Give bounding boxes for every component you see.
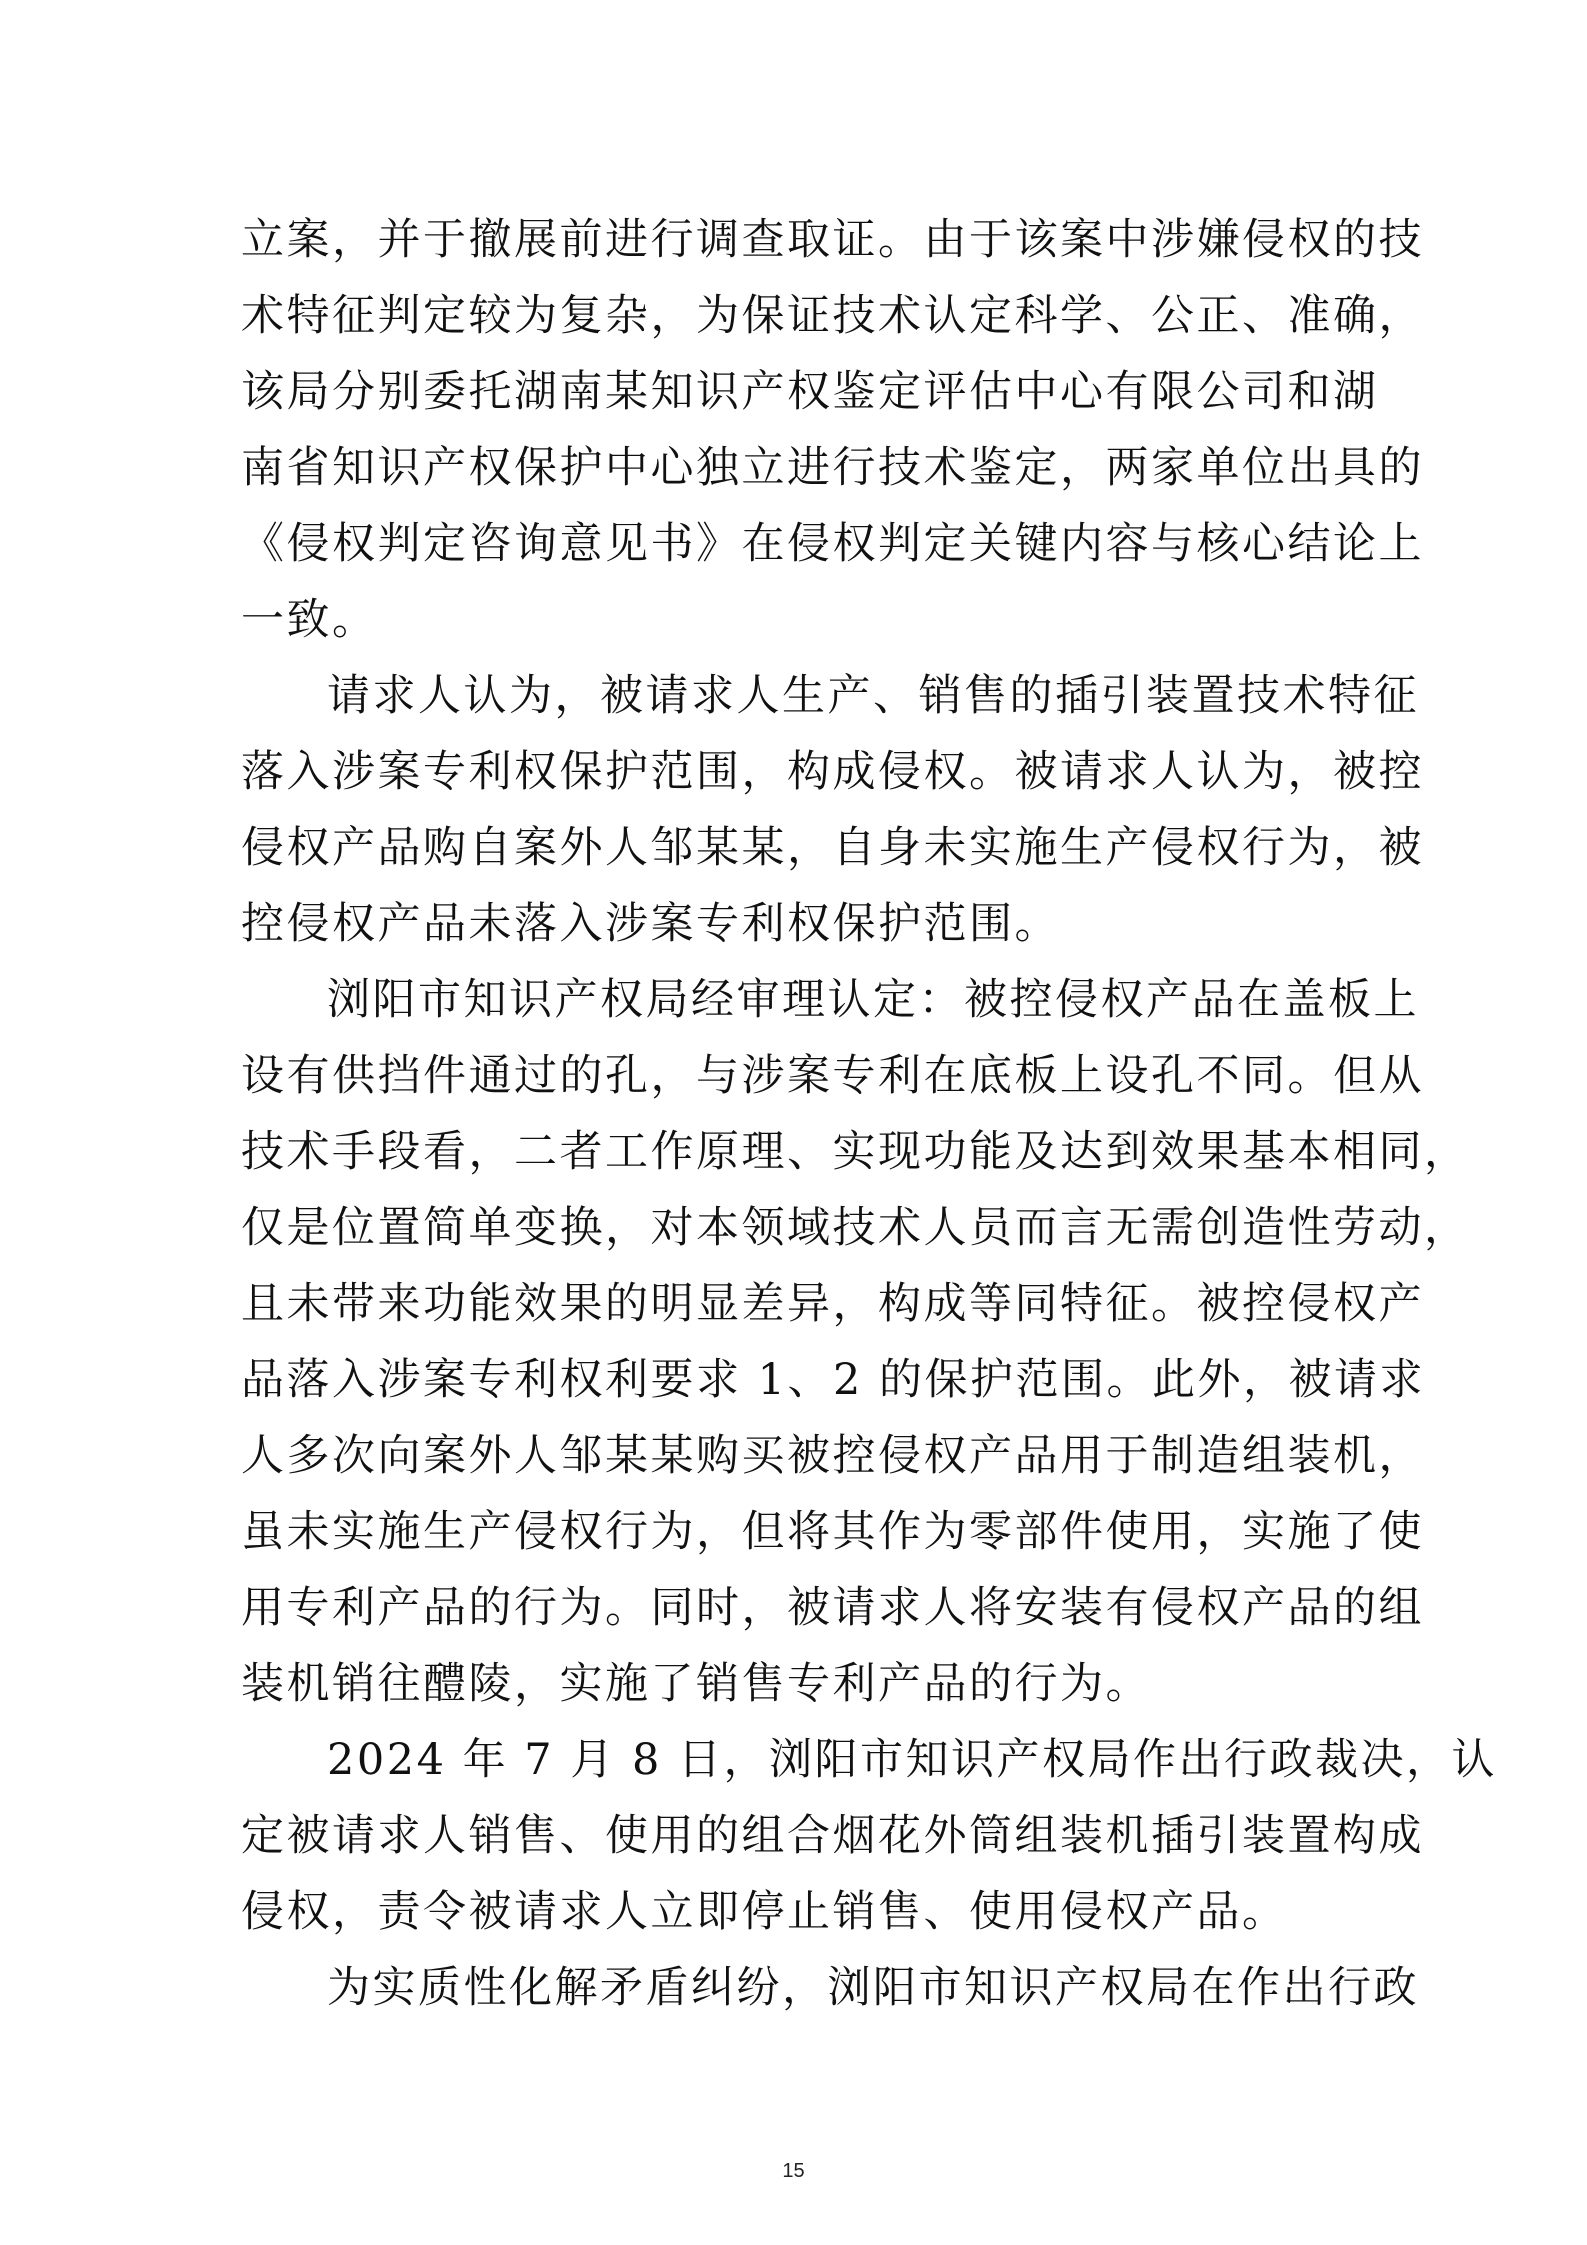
paragraph-first-line: 浏阳市知识产权局经审理认定：被控侵权产品在盖板上 — [327, 975, 1419, 1025]
text-line: 该局分别委托湖南某知识产权鉴定评估中心有限公司和湖 — [241, 367, 1379, 417]
text-line: 人多次向案外人邹某某购买被控侵权产品用于制造组装机， — [241, 1431, 1424, 1481]
paragraph-first-line: 2024 年 7 月 8 日，浏阳市知识产权局作出行政裁决，认 — [327, 1735, 1497, 1785]
text-line: 虽未实施生产侵权行为，但将其作为零部件使用，实施了使 — [241, 1507, 1424, 1557]
text-line: 仅是位置简单变换，对本领域技术人员而言无需创造性劳动， — [241, 1203, 1470, 1253]
text-line: 侵权，责令被请求人立即停止销售、使用侵权产品。 — [241, 1887, 1288, 1937]
text-line: 用专利产品的行为。同时，被请求人将安装有侵权产品的组 — [241, 1583, 1424, 1633]
text-line: 技术手段看，二者工作原理、实现功能及达到效果基本相同， — [241, 1127, 1470, 1177]
text-line: 落入涉案专利权保护范围，构成侵权。被请求人认为，被控 — [241, 747, 1424, 797]
text-line: 且未带来功能效果的明显差异，构成等同特征。被控侵权产 — [241, 1279, 1424, 1329]
text-line: 装机销往醴陵，实施了销售专利产品的行为。 — [241, 1659, 1151, 1709]
text-line: 一致。 — [241, 595, 378, 645]
page-number: 15 — [782, 2160, 805, 2182]
paragraph-first-line: 为实质性化解矛盾纠纷，浏阳市知识产权局在作出行政 — [327, 1963, 1419, 2013]
paragraph-first-line: 请求人认为，被请求人生产、销售的插引装置技术特征 — [327, 671, 1419, 721]
text-line: 《侵权判定咨询意见书》在侵权判定关键内容与核心结论上 — [241, 519, 1424, 569]
text-line: 侵权产品购自案外人邹某某，自身未实施生产侵权行为，被 — [241, 823, 1424, 873]
text-line: 定被请求人销售、使用的组合烟花外筒组装机插引装置构成 — [241, 1811, 1424, 1861]
text-line: 设有供挡件通过的孔，与涉案专利在底板上设孔不同。但从 — [241, 1051, 1424, 1101]
text-line: 控侵权产品未落入涉案专利权保护范围。 — [241, 899, 1060, 949]
text-line: 南省知识产权保护中心独立进行技术鉴定，两家单位出具的 — [241, 443, 1424, 493]
text-line: 品落入涉案专利权利要求 1、2 的保护范围。此外，被请求 — [241, 1355, 1426, 1405]
text-line: 术特征判定较为复杂，为保证技术认定科学、公正、准确， — [241, 291, 1424, 341]
text-line: 立案，并于撤展前进行调查取证。由于该案中涉嫌侵权的技 — [241, 215, 1424, 265]
